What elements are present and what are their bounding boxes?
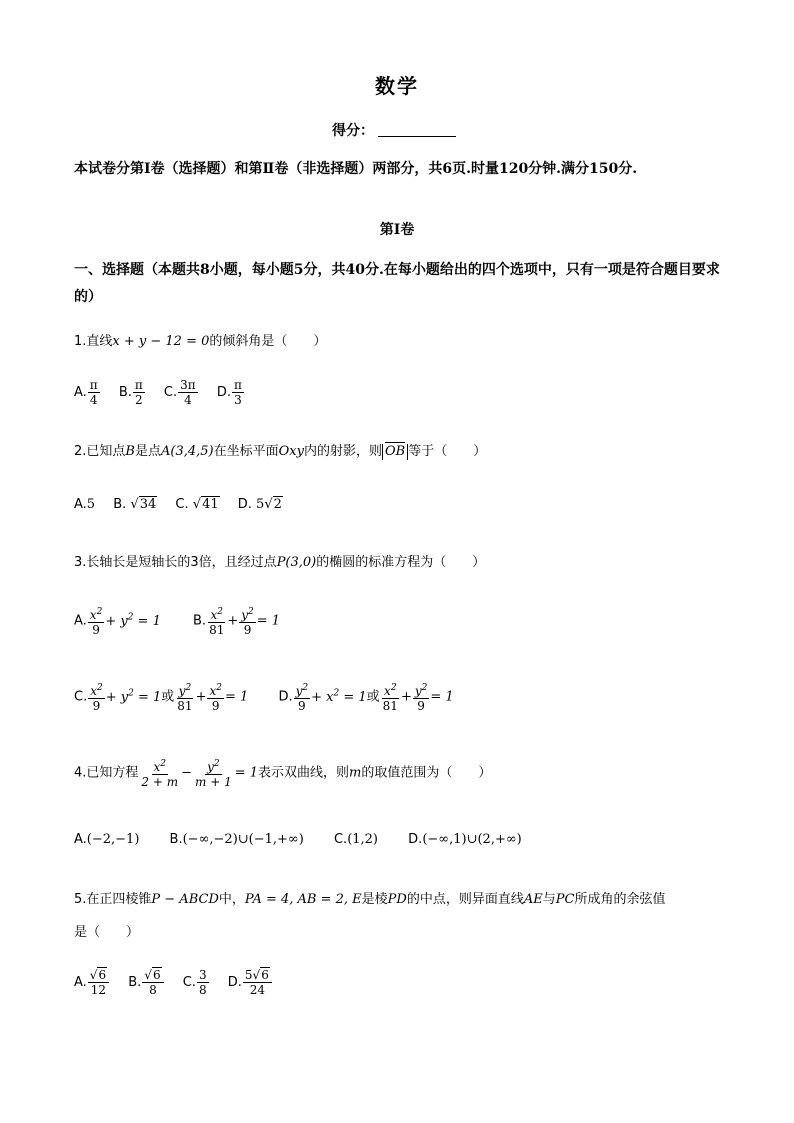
q5-option-c[interactable]: C. $\frac{3}{8}$ — [182, 968, 207, 997]
q2-option-d[interactable]: D. 5√2 — [237, 497, 282, 512]
q5-option-d[interactable]: D. $\frac{5√6}{24}$ — [228, 968, 273, 997]
q5-option-b[interactable]: B. $\frac{√6}{8}$ — [128, 968, 164, 997]
score-blank[interactable] — [378, 122, 456, 137]
q3-option-c[interactable]: C. $\frac{x^2}{9}$ + $y^2 = 1$或 $\frac{y^2}{81}$ + $\frac{x^2}{9}$ = 1 — [74, 683, 249, 713]
q2-option-c[interactable]: C. √41 — [175, 497, 219, 512]
question-5-stem-line2: 是（ ） — [74, 925, 140, 940]
q1-prefix: 1.直线 — [74, 334, 113, 349]
question-2-options — [74, 497, 297, 512]
score-label: 得分： — [332, 123, 374, 139]
exam-intro: 本试卷分第Ⅰ卷（选择题）和第Ⅱ卷（非选择题）两部分，共6页.时量120分钟.满分150分. — [74, 161, 638, 177]
q1-suffix: 的倾斜角是（ ） — [209, 334, 327, 349]
q1-option-c[interactable]: C. $\frac{3\pi}{4}$ — [163, 378, 196, 407]
q2-option-a[interactable]: A.5 — [74, 497, 96, 512]
q4-option-d[interactable]: D.(−∞,1)∪(2,+∞) — [408, 832, 522, 847]
part-heading: 一、选择题（本题共8小题，每小题5分，共40分.在每小题给出的四个选项中，只有一项是符合题目要求的） — [74, 262, 720, 305]
section-heading: 第Ⅰ卷 — [379, 222, 415, 238]
q4-option-b[interactable]: B.(−∞,−2)∪(−1,+∞) — [169, 832, 304, 847]
q1-option-a[interactable]: A. $\frac{\pi}{4}$ — [74, 378, 98, 407]
q1-option-d[interactable]: D. $\frac{\pi}{3}$ — [216, 378, 242, 407]
q1-option-b[interactable]: B. $\frac{\pi}{2}$ — [118, 378, 143, 407]
q3-option-a[interactable]: A. $\frac{x^2}{9}$ + $y^2 = 1$ — [74, 607, 161, 637]
q4-option-a[interactable]: A.(−2,−1) — [74, 832, 140, 847]
page-title: 数学 — [375, 74, 419, 98]
question-4-stem: 4.已知方程 $\frac{x^2}{2 + m}$ − $\frac{y^2}{m + 1}$ = 1表示双曲线，则m的取值范围为（ ） — [74, 759, 492, 789]
question-5-options — [74, 968, 287, 997]
q2-vector-norm: OB — [382, 444, 408, 460]
question-3-options-cd — [74, 681, 468, 713]
q2-option-b[interactable]: B. √34 — [113, 497, 157, 512]
q3-option-b[interactable]: B. $\frac{x^2}{81}$ + $\frac{y^2}{9}$ = 1 — [193, 607, 281, 637]
question-2-stem: 2.已知点B是点A(3,4,5)在坐标平面Oxy内的射影，则 OB 等于（ ） — [74, 444, 487, 459]
question-5-stem: 5.在正四棱锥P − ABCD中，PA = 4, AB = 2, E是棱PD的中点，则异面直线AE与PC所成角的余弦值 — [74, 892, 666, 907]
q4-option-c[interactable]: C.(1,2) — [333, 832, 379, 847]
question-3-stem: 3.长轴长是短轴长的3倍，且经过点P(3,0)的椭圆的标准方程为（ ） — [74, 555, 486, 570]
q5-option-a[interactable]: A. $\frac{√6}{12}$ — [74, 968, 110, 997]
question-1-stem — [74, 330, 326, 349]
q3-option-d[interactable]: D. $\frac{y^2}{9}$ + $x^2 = 1$或 $\frac{x^2}{81}$ + $\frac{y^2}{9}$ = 1 — [278, 683, 454, 713]
question-1-options — [74, 378, 259, 407]
q1-expr: x + y − 12 = 0 — [112, 334, 210, 349]
score-field — [332, 120, 456, 140]
question-3-options-ab — [74, 605, 294, 637]
question-4-options — [74, 832, 536, 847]
